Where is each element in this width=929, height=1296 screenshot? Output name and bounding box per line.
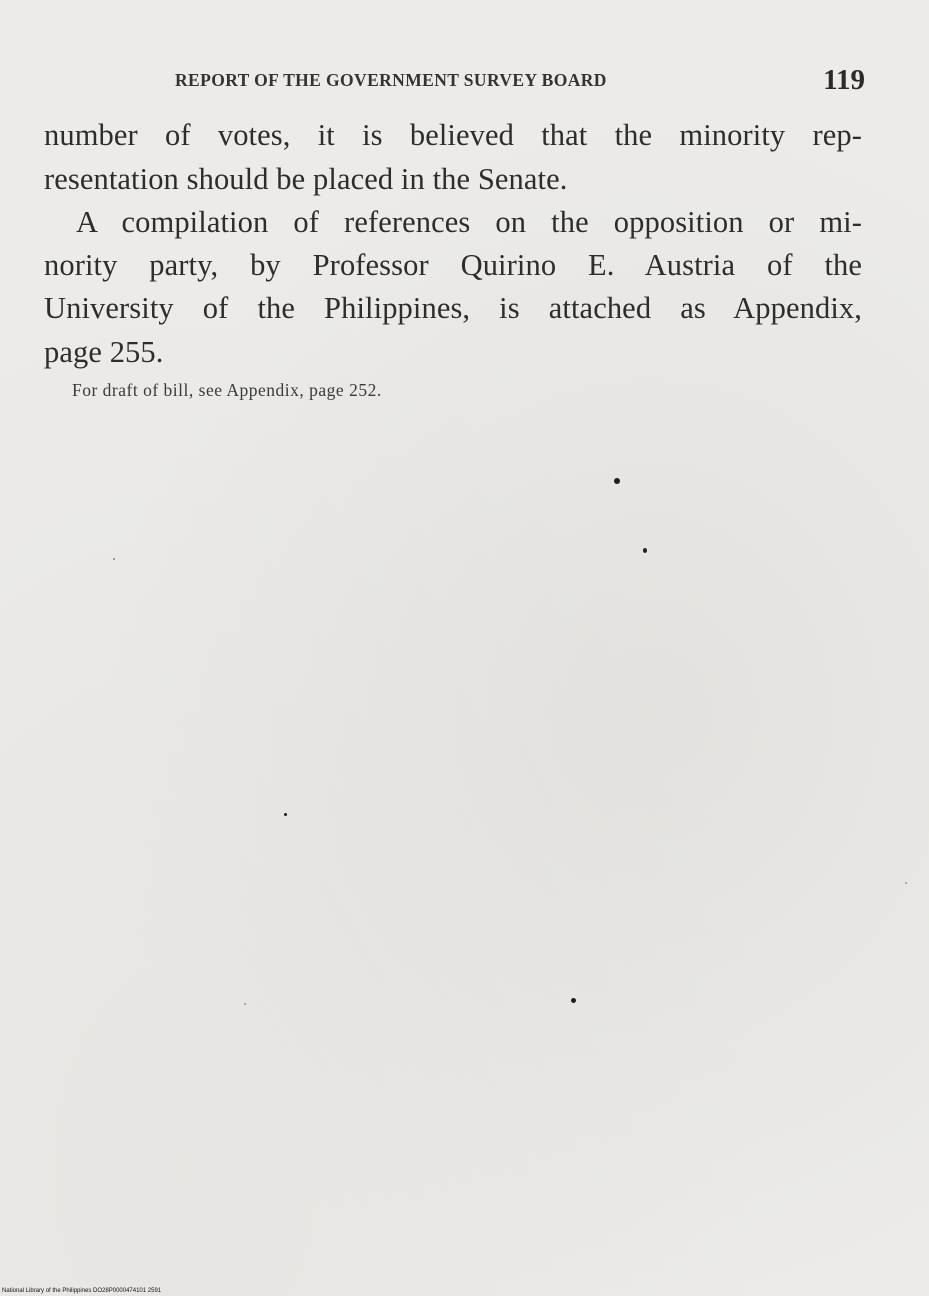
scan-speck	[905, 882, 907, 884]
scan-speck	[244, 1003, 246, 1005]
body-line: number of votes, it is believed that the minority rep-	[44, 118, 862, 152]
scan-speck	[284, 813, 287, 816]
body-line: page 255.	[44, 335, 164, 369]
scan-speck	[571, 998, 576, 1003]
scan-speck	[113, 558, 115, 560]
running-title: REPORT OF THE GOVERNMENT SURVEY BOARD	[175, 70, 607, 90]
scan-speck	[643, 548, 647, 553]
body-line: University of the Philippines, is attached as Appendix,	[44, 291, 862, 325]
page-number: 119	[823, 64, 865, 96]
scan-speck	[614, 478, 620, 484]
body-line: resentation should be placed in the Senate.	[44, 162, 568, 196]
body-line: A compilation of references on the opposition or mi-	[76, 205, 862, 239]
body-line: nority party, by Professor Quirino E. Austria of the	[44, 248, 862, 282]
scan-source-footer: National Library of the Philippines DO28P0000474101 2591	[2, 1288, 162, 1294]
running-header	[175, 64, 865, 98]
footnote: For draft of bill, see Appendix, page 252.	[72, 380, 382, 400]
